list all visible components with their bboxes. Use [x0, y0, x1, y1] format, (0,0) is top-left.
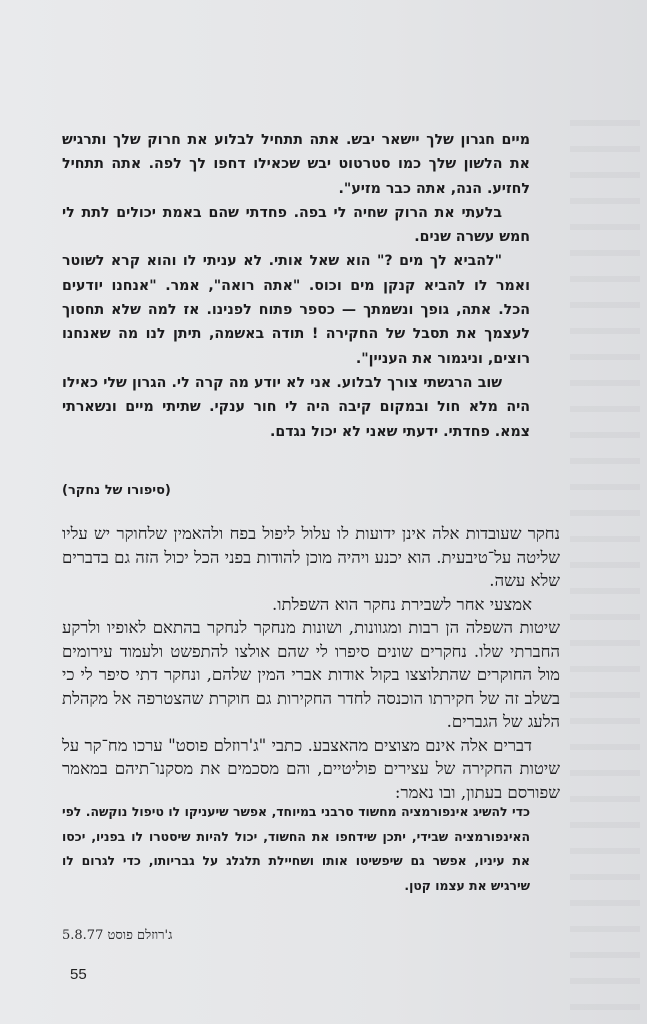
show-through-text: [570, 120, 640, 1020]
newspaper-quote: כדי להשיג אינפורמציה מחשוד סרבני במיוחד, אפשר שיעניקו לו טיפול נוקשה. לפי האינפורמציה שבידי, יתכן שידחפו את החשוד, יכול להיות שיסטרו לו בפניו, יכסו את עיניו, אפשר גם שיפשיטו אותו ושחיילת תלגלג על גבריותו, כדי לגרום לו שירגיש את עצמו קטן.: [62, 804, 530, 893]
quote-attribution: (סיפורו של נחקר): [62, 483, 171, 498]
quote-paragraph: מיים חגרון שלך יישאר יבש. אתה תתחיל לבלוע את חרוק שלך ותרגיש את הלשון שלך כמו סטרטוט יבש שכאילו דחפו לך לפה. אתה תתחיל לחזיע. הנה, אתה כבר מזיע".: [62, 132, 530, 197]
quote-source: ג'רוזלם פוסט 5.8.77: [62, 928, 173, 943]
page-number: 55: [70, 966, 87, 983]
quote-paragraph: שוב הרגשתי צורך לבלוע. אני לא יודע מה קרה לי. הגרון שלי כאילו היה מלא חול ובמקום קיבה היה לי חור ענקי. שתיתי מיים ונשארתי צמא. פחדתי. ידעתי שאני לא יכול נגדם.: [62, 374, 530, 440]
body-paragraph: דברים אלה אינם מצוצים מהאצבע. כתבי "ג'רוזלם פוסט" ערכו מח־קר על שיטות החקירה של עצירים פוליטיים, והם מסכמים את מסקנו־תיהם במאמר שפורסם בעתון, ובו נאמר:: [62, 735, 560, 802]
body-paragraph: אמצעי אחר לשבירת נחקר הוא השפלתו.: [271, 594, 532, 614]
body-paragraph: נחקר שעובדות אלה אינן ידועות לו עלול ליפול בפח ולהאמין שלחוקר יש עליו שליטה על־טיבעית. הוא יכנע ויהיה מוכן להודות בפני הכל יכול הזה גם בדברים שלא עשה.: [62, 524, 560, 590]
body-paragraph: שיטות השפלה הן רבות ומגוונות, ושונות מנחקר לנחקר בהתאם לאופיו ולרקע החברתי שלו. נחקרים שונים סיפרו לי שהם אולצו להתפשט ולעמוד עירומים מול החוקרים שהתלוצצו בקול אודות אברי המין שלהם, ונחקר דתי סיפר לי כי בשלב זה של חקירתו הוכנסה לחדר החקירות גם חוקרת שהצטרפה אל מקהלת הלעג של הגברים.: [62, 618, 560, 731]
quote-paragraph: בלעתי את הרוק שחיה לי בפה. פחדתי שהם באמת יכולים לתת לי חמש עשרה שנים.: [62, 204, 530, 246]
testimony-quote: [62, 128, 560, 444]
quote-paragraph: "להביא לך מים ?" הוא שאל אותי. לא עניתי לו והוא קרא לשוטר ואמר לו להביא קנקן מים וכוס. "אתה רואה", אמר. "אנחנו יודעים הכל. אתה, גופך ונשמתך — כספר פתוח לפנינו. אז למה שלא תחסוך לעצמך את תסבל של החקירה ! תודה באשמה, תיתן לנו מה שאנחנו רוצים, וניגמור את העניין".: [62, 253, 530, 367]
body-text: [62, 522, 560, 804]
